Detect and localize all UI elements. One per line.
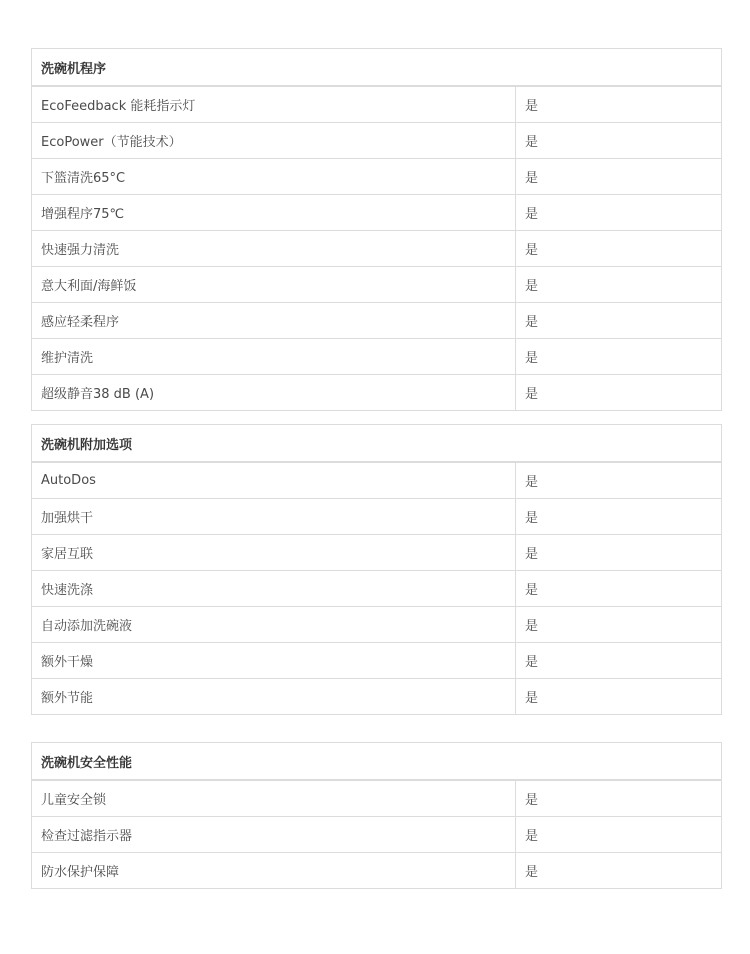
spec-label: 额外节能 xyxy=(32,679,516,715)
table-row xyxy=(32,780,722,817)
spec-label: 下篮清洗65°C xyxy=(32,159,516,195)
table-row xyxy=(32,159,722,195)
table-row xyxy=(32,339,722,375)
table-row xyxy=(32,571,722,607)
spec-value: 是 xyxy=(516,535,722,571)
table-row xyxy=(32,853,722,889)
spec-value: 是 xyxy=(516,195,722,231)
table-row xyxy=(32,462,722,499)
spec-value: 是 xyxy=(516,643,722,679)
table-row xyxy=(32,679,722,715)
table-row xyxy=(32,817,722,853)
spec-label: 检查过滤指示器 xyxy=(32,817,516,853)
spec-value: 是 xyxy=(516,499,722,535)
spec-label: AutoDos xyxy=(32,462,516,499)
spec-value: 是 xyxy=(516,607,722,643)
spec-label: 额外干燥 xyxy=(32,643,516,679)
spec-label: 儿童安全锁 xyxy=(32,780,516,817)
spec-value: 是 xyxy=(516,267,722,303)
spec-label: EcoFeedback 能耗指示灯 xyxy=(32,86,516,123)
spec-label: 家居互联 xyxy=(32,535,516,571)
table-row xyxy=(32,375,722,411)
spec-value: 是 xyxy=(516,817,722,853)
spec-value: 是 xyxy=(516,571,722,607)
section-title: 洗碗机安全性能 xyxy=(32,743,722,781)
spec-value: 是 xyxy=(516,303,722,339)
table-row xyxy=(32,231,722,267)
spec-value: 是 xyxy=(516,462,722,499)
spec-table-programs xyxy=(31,48,722,411)
spec-value: 是 xyxy=(516,86,722,123)
spec-label: 快速强力清洗 xyxy=(32,231,516,267)
spec-value: 是 xyxy=(516,780,722,817)
spec-value: 是 xyxy=(516,375,722,411)
section-header-row xyxy=(32,743,722,781)
table-row xyxy=(32,267,722,303)
table-row xyxy=(32,607,722,643)
table-row xyxy=(32,499,722,535)
spec-value: 是 xyxy=(516,123,722,159)
spec-label: 增强程序75℃ xyxy=(32,195,516,231)
spec-value: 是 xyxy=(516,159,722,195)
spec-value: 是 xyxy=(516,679,722,715)
table-row xyxy=(32,86,722,123)
spec-value: 是 xyxy=(516,339,722,375)
section-header-row xyxy=(32,49,722,87)
spec-label: EcoPower（节能技术） xyxy=(32,123,516,159)
spec-label: 意大利面/海鲜饭 xyxy=(32,267,516,303)
table-row xyxy=(32,643,722,679)
spec-label: 自动添加洗碗液 xyxy=(32,607,516,643)
spec-label: 超级静音38 dB (A) xyxy=(32,375,516,411)
spec-label: 快速洗涤 xyxy=(32,571,516,607)
spec-label: 加强烘干 xyxy=(32,499,516,535)
spec-table-safety xyxy=(31,742,722,889)
section-header-row xyxy=(32,425,722,463)
spec-value: 是 xyxy=(516,853,722,889)
section-title: 洗碗机程序 xyxy=(32,49,722,87)
table-row xyxy=(32,303,722,339)
spec-label: 感应轻柔程序 xyxy=(32,303,516,339)
spec-value: 是 xyxy=(516,231,722,267)
spec-label: 防水保护保障 xyxy=(32,853,516,889)
table-row xyxy=(32,123,722,159)
spec-table-options xyxy=(31,424,722,715)
spec-label: 维护清洗 xyxy=(32,339,516,375)
table-row xyxy=(32,195,722,231)
table-row xyxy=(32,535,722,571)
section-title: 洗碗机附加选项 xyxy=(32,425,722,463)
